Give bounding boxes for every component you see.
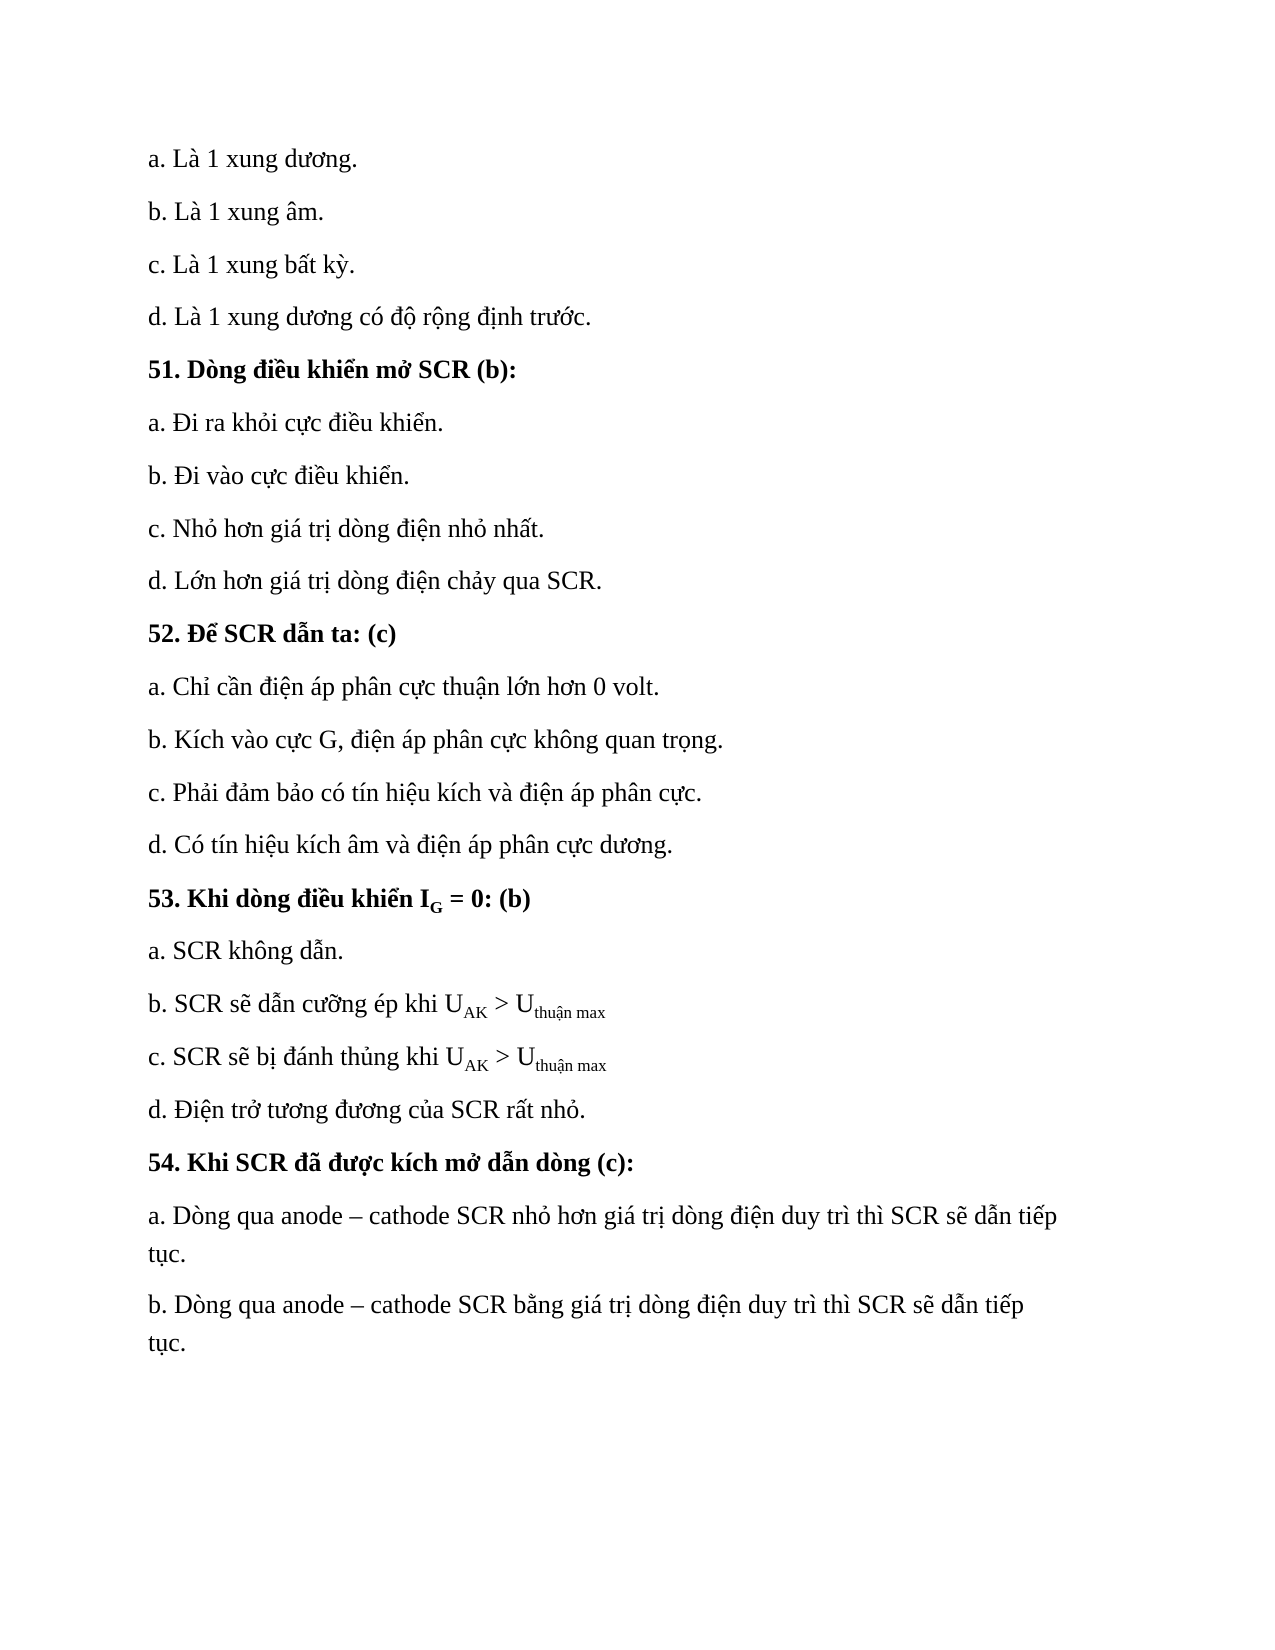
option-54a: a. Dòng qua anode – cathode SCR nhỏ hơn giá trị dòng điện duy trì thì SCR sẽ dẫn tiếp tục.: [148, 1201, 1058, 1268]
question-54: 54. Khi SCR đã được kích mở dẫn dòng (c):: [148, 1148, 635, 1177]
option-52b: b. Kích vào cực G, điện áp phân cực không quan trọng.: [148, 725, 724, 754]
option-54b: b. Dòng qua anode – cathode SCR bằng giá trị dòng điện duy trì thì SCR sẽ dẫn tiếp tục.: [148, 1290, 1024, 1357]
option-53a: a. SCR không dẫn.: [148, 936, 344, 965]
option-53b: b. SCR sẽ dẫn cưỡng ép khi $U_{AK} > U_{thuận max}$: [148, 989, 606, 1022]
question-51: 51. Dòng điều khiển mở SCR (b):: [148, 355, 518, 384]
option-50b: b. Là 1 xung âm.: [148, 197, 325, 226]
option-52a: a. Chỉ cần điện áp phân cực thuận lớn hơn 0 volt.: [148, 672, 660, 701]
option-50a: a. Là 1 xung dương.: [148, 144, 358, 173]
option-53d: d. Điện trở tương đương của SCR rất nhỏ.: [148, 1095, 586, 1124]
option-52c: c. Phải đảm bảo có tín hiệu kích và điện áp phân cực.: [148, 778, 703, 807]
option-51d: d. Lớn hơn giá trị dòng điện chảy qua SCR.: [148, 566, 603, 595]
option-51a: a. Đi ra khỏi cực điều khiển.: [148, 408, 444, 437]
option-51c: c. Nhỏ hơn giá trị dòng điện nhỏ nhất.: [148, 514, 545, 543]
option-50d: d. Là 1 xung dương có độ rộng định trước.: [148, 302, 592, 331]
question-53: 53. Khi dòng điều khiển $I_G = 0$: (b): [148, 884, 531, 917]
option-50c: c. Là 1 xung bất kỳ.: [148, 250, 356, 279]
option-51b: b. Đi vào cực điều khiển.: [148, 461, 410, 490]
question-52: 52. Để SCR dẫn ta: (c): [148, 619, 397, 648]
option-53c: c. SCR sẽ bị đánh thủng khi $U_{AK} > U_{thuận max}$: [148, 1042, 607, 1075]
option-52d: d. Có tín hiệu kích âm và điện áp phân cực dương.: [148, 830, 673, 859]
